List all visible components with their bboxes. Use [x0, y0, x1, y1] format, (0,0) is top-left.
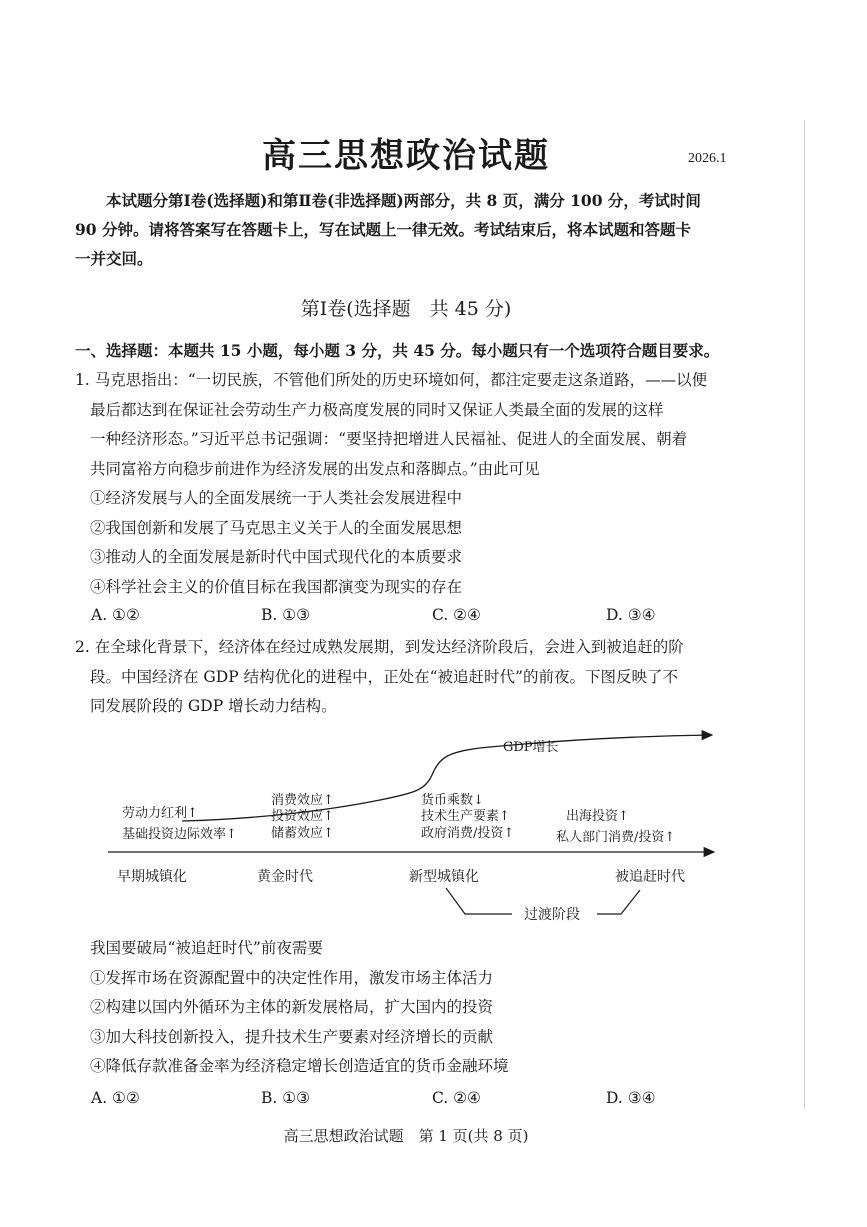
driver-label: 货币乘数↓: [421, 793, 484, 808]
question-2-stem: 我国要破局“被追赶时代”前夜需要: [90, 939, 323, 957]
driver-label: 私人部门消费/投资↑: [556, 830, 676, 845]
question-2-line: 同发展阶段的 GDP 增长动力结构。: [90, 697, 337, 715]
stage-label: 早期城镇化: [117, 869, 187, 885]
stage-label: 新型城镇化: [409, 869, 479, 885]
question-1-line: 1. 马克思指出：“一切民族，不管他们所处的历史环境如何，都注定要走这条道路，——以便: [75, 371, 708, 389]
transition-label: 过渡阶段: [524, 907, 580, 923]
page-footer: 高三思想政治试题 第 1 页(共 8 页): [283, 1127, 529, 1145]
question-2-option-a: A. ①②: [91, 1089, 140, 1107]
page-edge-line: [804, 120, 805, 1108]
driver-label: 投资效应↑: [271, 809, 334, 824]
gdp-growth-label: GDP增长: [503, 740, 559, 755]
question-1-statement: ④科学社会主义的价值目标在我国都演变为现实的存在: [90, 577, 463, 596]
question-2-option-b: B. ①③: [261, 1089, 311, 1107]
question-1-option-d: D. ③④: [606, 606, 656, 624]
transition-bracket-right: [597, 890, 640, 914]
driver-label: 储蓄效应↑: [271, 826, 334, 841]
question-1-statement: ②我国创新和发展了马克思主义关于人的全面发展思想: [90, 518, 463, 537]
question-2-option-c: C. ②④: [432, 1089, 481, 1107]
gdp-growth-diagram: [0, 720, 867, 930]
driver-label: 劳动力红利↑: [122, 806, 198, 821]
question-1-line: 最后都达到在保证社会劳动生产力极高度发展的同时又保证人类最全面的发展的这样: [90, 400, 664, 419]
section-instruction: 一、选择题：本题共 15 小题，每小题 3 分，共 45 分。每小题只有一个选项符合题目要求。: [75, 341, 720, 360]
question-2-statement: ③加大科技创新投入，提升技术生产要素对经济增长的贡献: [90, 1027, 494, 1046]
stage-label: 被追赶时代: [615, 869, 685, 885]
question-2-option-d: D. ③④: [606, 1089, 656, 1107]
instructions: [75, 186, 767, 273]
question-1-line: 共同富裕方向稳步前进作为经济发展的出发点和落脚点。”由此可见: [90, 459, 540, 478]
question-1-option-b: B. ①③: [261, 606, 311, 624]
instruction-line: 本试题分第Ⅰ卷(选择题)和第Ⅱ卷(非选择题)两部分，共 8 页，满分 100 分，考试时间: [106, 191, 701, 210]
driver-label: 技术生产要素↑: [421, 809, 510, 824]
question-1-option-c: C. ②④: [432, 606, 481, 624]
question-1-line: 一种经济形态。”习近平总书记强调：“要坚持把增进人民福祉、促进人的全面发展、朝着: [90, 430, 688, 448]
question-2-statement: ④降低存款准备金率为经济稳定增长创造适宜的货币金融环境: [90, 1057, 509, 1075]
question-1-statement: ③推动人的全面发展是新时代中国式现代化的本质要求: [90, 548, 463, 566]
driver-label: 出海投资↑: [566, 809, 629, 824]
question-2: [75, 633, 775, 722]
question-2-statement: ②构建以国内外循环为主体的新发展格局，扩大国内的投资: [90, 998, 494, 1016]
question-2-statement: ①发挥市场在资源配置中的决定性作用，激发市场主体活力: [90, 968, 494, 987]
transition-bracket-left: [446, 888, 512, 914]
exam-date: 2026.1: [688, 151, 727, 166]
question-2-line: 2. 在全球化背景下，经济体在经过成熟发展期，到发达经济阶段后，会进入到被追赶的阶: [75, 638, 684, 656]
page-title: 高三思想政治试题: [262, 136, 550, 176]
instruction-line: 90 分钟。请将答案写在答题卡上，写在试题上一律无效。考试结束后，将本试题和答题卡: [75, 220, 691, 239]
driver-label: 消费效应↑: [271, 793, 334, 808]
question-1-option-a: A. ①②: [91, 606, 140, 624]
question-1-statement: ①经济发展与人的全面发展统一于人类社会发展进程中: [90, 489, 463, 507]
question-1: [75, 366, 775, 602]
instruction-line: 一并交回。: [75, 249, 153, 268]
question-2-body: [75, 934, 775, 1082]
section-title: 第Ⅰ卷(选择题 共 45 分): [300, 298, 512, 320]
driver-label: 政府消费/投资↑: [421, 826, 515, 841]
stage-label: 黄金时代: [257, 869, 313, 885]
question-2-line: 段。中国经济在 GDP 结构优化的进程中，正处在“被追赶时代”的前夜。下图反映了不: [90, 667, 678, 686]
driver-label: 基础投资边际效率↑: [122, 827, 237, 842]
